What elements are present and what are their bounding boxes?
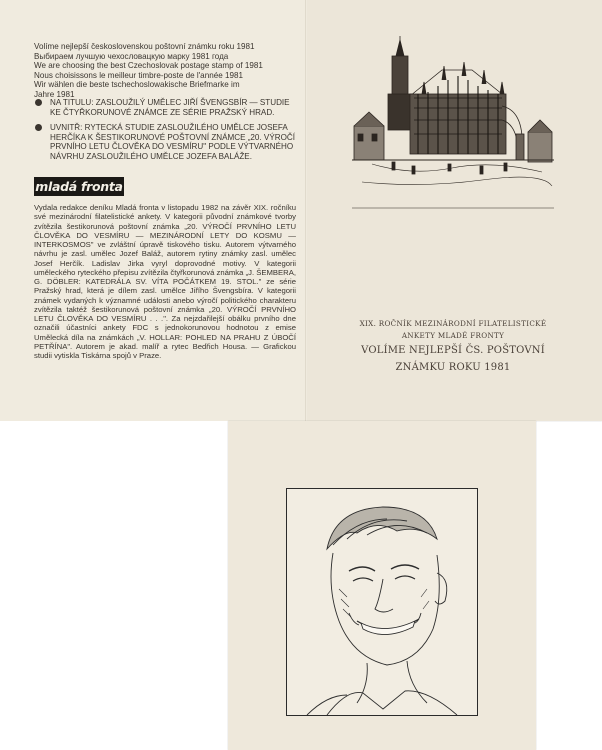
bullet-text-inside: UVNITŘ: RYTECKÁ STUDIE ZASLOUŽILÉHO UMĚLCE JOSEFA HERČÍKA K ŠESTIKORUNOVÉ POŠTOVNÍ ZNÁMCE „20. VÝROČÍ PRVNÍHO LETU ČLOVĚKA DO VESMÍRU" PODLE VÝTVARNÉHO NÁVRHU ZASLOUŽILÉHO UMĚLCE JOZEFA BALÁŽE. xyxy=(50,123,295,161)
mlada-fronta-logo: mladá fronta xyxy=(35,179,123,194)
intro-line-fr: Nous choisissons le meilleur timbre-poste de l'année 1981 xyxy=(34,70,243,80)
bullet-list xyxy=(34,98,296,168)
intro-line-ru: Выбираем лучшую чехословацкую марку 1981 года xyxy=(34,51,229,61)
bullet-text-title: NA TITULU: ZASLOUŽILÝ UMĚLEC JIŘÍ ŠVENGSBÍR — STUDIE KE ČTYŘKORUNOVÉ ZNÁMCE ZE SÉRIE PRAŽSKÝ HRAD. xyxy=(50,98,290,117)
intro-line-en: We are choosing the best Czechoslovak postage stamp of 1981 xyxy=(34,61,263,71)
body-paragraph: Vydala redakce deníku Mladá fronta v listopadu 1982 na závěr XIX. ročníku své mezinárodní filatelistické ankety. V kategorii původní známkové tvorby zvítězila šestikorunová poštovní známka „20. VÝROČÍ PRVNÍHO LETU ČLOVĚKA DO VESMÍRU — MEZINÁRODNÍ LETY DO KOSMU — INTERKOSMOS" ve zvláštní úpravě tiskového tisku. Autorem výtvarného návrhu je zasl. umělec Jozef Baláž, autorem rytiny známky zasl. umělec Josef Herčík. Ladislav Jirka vyryl doprovodné motivy. V kategorii uměleckého ryteckého přepisu zvítězila čtyřkorunová známka „J. ŠEMBERA, G. DÖBLER: KATEDRÁLA SV. VÍTA POČÁTKEM 19. STOL." ze série Pražský hrad, která je dílem zasl. umělce Jiřího Švengsbíra. V kategorii známek vydaných k významné události anebo výročí politického charakteru zvítězila taktéž šestikorunová poštovní známka „20. VÝROČÍ PRVNÍHO LETU ČLOVĚKA DO VESMÍRU . . .". Za nejzdařilejší obálku prvního dne označili účastníci ankety FDC s jednokorunovou hodnotou z emise Umělecká díla na známkách „V. HOLLAR: POHLED NA PRAHU Z ÚBOČÍ PETŘÍNA". Autorem je akad. malíř a rytec Bedřich Housa. — Grafickou studii vytiskla Tiskárna spojů v Praze. xyxy=(34,203,296,360)
bullet-item-title xyxy=(34,98,296,117)
bullet-item-inside xyxy=(34,123,296,161)
intro-line-de-2: Jahre 1981 xyxy=(34,89,75,99)
intro-multilingual-text xyxy=(34,42,290,100)
portrait-engraving-frame xyxy=(286,488,478,716)
intro-line-cz: Volíme nejlepší československou poštovní známku roku 1981 xyxy=(34,42,255,51)
bullet-dot-icon xyxy=(35,124,42,131)
caption-line-3: VOLÍME NEJLEPŠÍ ČS. POŠTOVNÍ xyxy=(361,345,545,356)
cathedral-engraving xyxy=(352,36,554,214)
leaflet-fold xyxy=(305,0,307,421)
background-gap xyxy=(0,421,228,750)
portrait-engraving xyxy=(287,489,477,715)
caption-line-1: XIX. ROČNÍK MEZINÁRODNÍ FILATELISTICKÉ xyxy=(359,319,547,328)
right-page-caption xyxy=(322,318,584,376)
caption-line-4: ZNÁMKU ROKU 1981 xyxy=(395,362,511,373)
bullet-dot-icon xyxy=(35,99,42,106)
caption-line-2: ANKETY MLADÉ FRONTY xyxy=(401,331,505,340)
intro-line-de: Wir wählen die beste tschechoslowakische Briefmarke im xyxy=(34,80,240,90)
